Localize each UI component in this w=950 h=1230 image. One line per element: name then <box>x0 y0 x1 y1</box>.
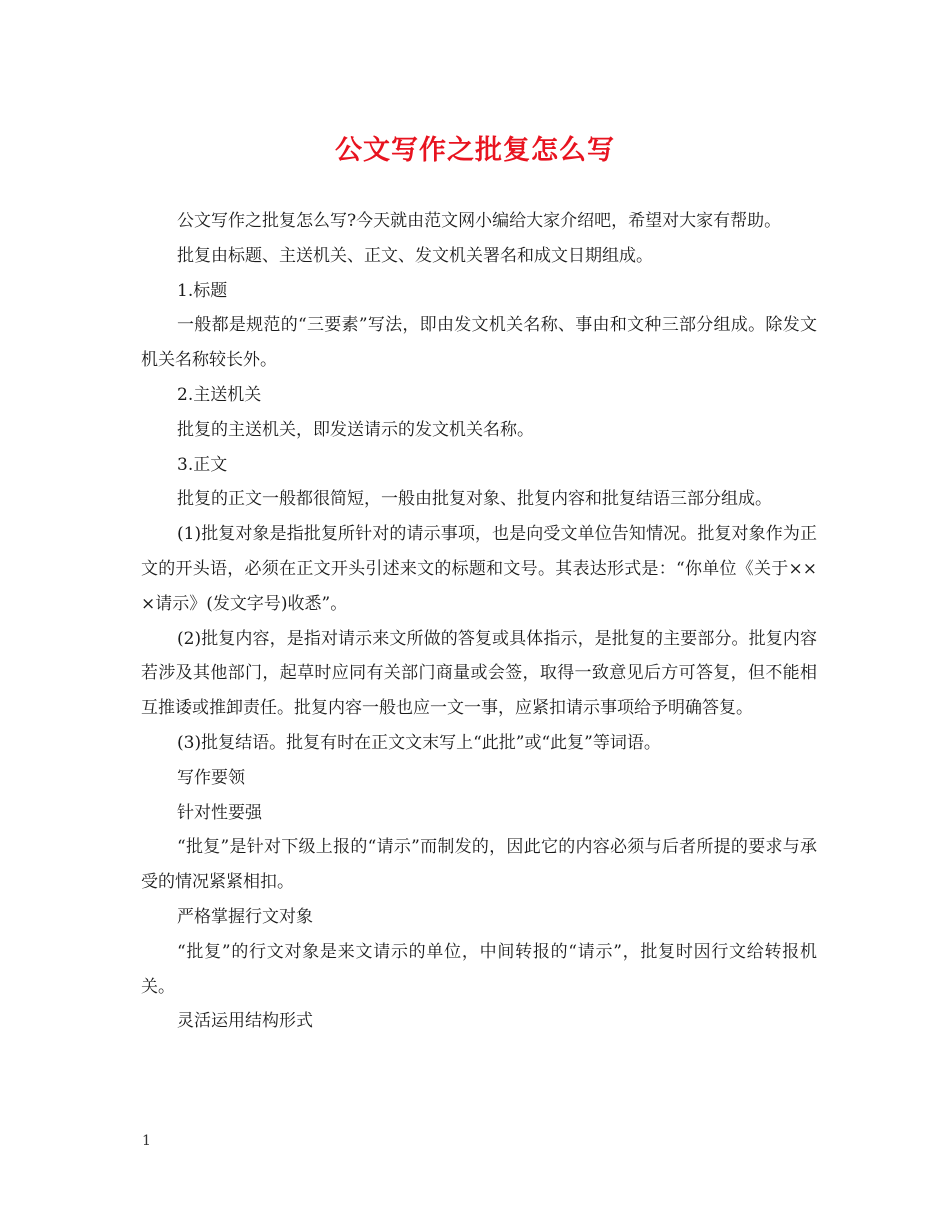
section-heading-recipient: 2.主送机关 <box>177 384 262 405</box>
paragraph-body-desc: 批复的正文一般都很简短，一般由批复对象、批复内容和批复结语三部分组成。 <box>177 489 772 510</box>
document-title: 公文写作之批复怎么写 <box>335 135 615 166</box>
section-heading-writing-tips: 写作要领 <box>177 767 245 788</box>
paragraph-title-desc: 一般都是规范的“三要素”写法，即由发文机关名称、事由和文种三部分组成。除发文机关名称较长外。 <box>141 315 817 371</box>
document-body <box>141 204 817 1039</box>
subheading-audience: 严格掌握行文对象 <box>177 906 313 927</box>
paragraph-composition: 批复由标题、主送机关、正文、发文机关署名和成文日期组成。 <box>177 245 653 266</box>
paragraph-intro: 公文写作之批复怎么写?今天就由范文网小编给大家介绍吧，希望对大家有帮助。 <box>177 211 782 231</box>
subheading-structure: 灵活运用结构形式 <box>177 1011 313 1032</box>
page-number: 1 <box>142 1133 151 1149</box>
paragraph-audience-desc: “批复”的行文对象是来文请示的单位，中间转报的“请示”，批复时因行文给转报机关。 <box>141 941 817 997</box>
paragraph-targeted-desc: “批复”是针对下级上报的“请示”而制发的，因此它的内容必须与后者所提的要求与承受的情况紧紧相扣。 <box>141 837 817 893</box>
subheading-targeted: 针对性要强 <box>177 802 262 823</box>
section-heading-body: 3.正文 <box>177 454 228 475</box>
paragraph-reply-closing: (3)批复结语。批复有时在正文文末写上“此批”或“此复”等词语。 <box>177 732 661 753</box>
paragraph-recipient-desc: 批复的主送机关，即发送请示的发文机关名称。 <box>177 419 534 440</box>
section-heading-title: 1.标题 <box>177 280 228 301</box>
paragraph-reply-object: (1)批复对象是指批复所针对的请示事项，也是向受文单位告知情况。批复对象作为正文的开头语，必须在正文开头引述来文的标题和文号。其表达形式是：“你单位《关于×××请示》(发文字号)收悉”。 <box>141 524 817 614</box>
paragraph-reply-content: (2)批复内容，是指对请示来文所做的答复或具体指示，是批复的主要部分。批复内容若涉及其他部门，起草时应同有关部门商量或会签，取得一致意见后方可答复，但不能相互推诿或推卸责任。批复内容一般也应一文一事，应紧扣请示事项给予明确答复。 <box>141 628 817 719</box>
